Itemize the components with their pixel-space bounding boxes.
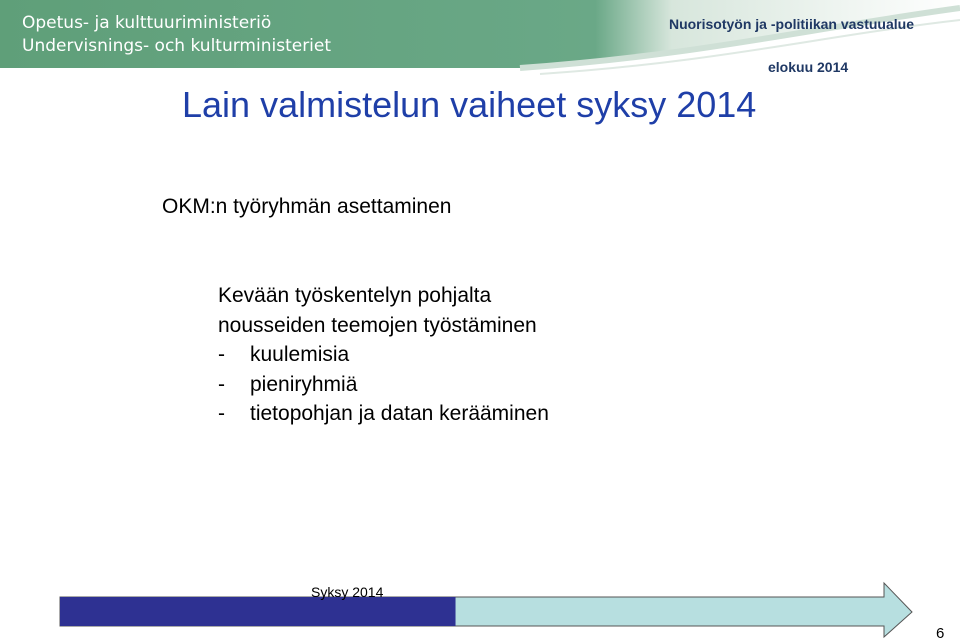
bullet-dash: - bbox=[218, 402, 225, 425]
body-line: Kevään työskentelyn pohjalta bbox=[218, 284, 492, 307]
slide-heading: OKM:n työryhmän asettaminen bbox=[162, 195, 452, 218]
bullet-dash: - bbox=[218, 372, 225, 396]
timeline-arrow bbox=[0, 578, 960, 643]
bullet-text: pieniryhmiä bbox=[250, 372, 358, 396]
timeline-label: Syksy 2014 bbox=[311, 584, 384, 600]
bullet-text: kuulemisia bbox=[250, 343, 350, 366]
unit-name: Nuorisotyön ja -politiikan vastuualue bbox=[668, 16, 914, 32]
bullet-dash: - bbox=[218, 343, 225, 366]
bullet-item bbox=[218, 399, 549, 429]
timeline-progress bbox=[60, 597, 456, 626]
page-number: 6 bbox=[936, 625, 945, 642]
slide-date: elokuu 2014 bbox=[768, 59, 849, 75]
ministry-name-finnish: Opetus- ja kulttuuriministeriö bbox=[22, 13, 272, 33]
ministry-name-swedish: Undervisnings- och kulturministeriet bbox=[22, 36, 332, 56]
slide-body bbox=[218, 281, 549, 429]
bullet-item bbox=[218, 370, 549, 400]
slide-title: Lain valmistelun vaiheet syksy 2014 bbox=[182, 84, 757, 125]
bullet-item bbox=[218, 340, 549, 370]
bullet-text: tietopohjan ja datan kerääminen bbox=[250, 402, 549, 425]
body-line: nousseiden teemojen työstäminen bbox=[218, 313, 537, 337]
